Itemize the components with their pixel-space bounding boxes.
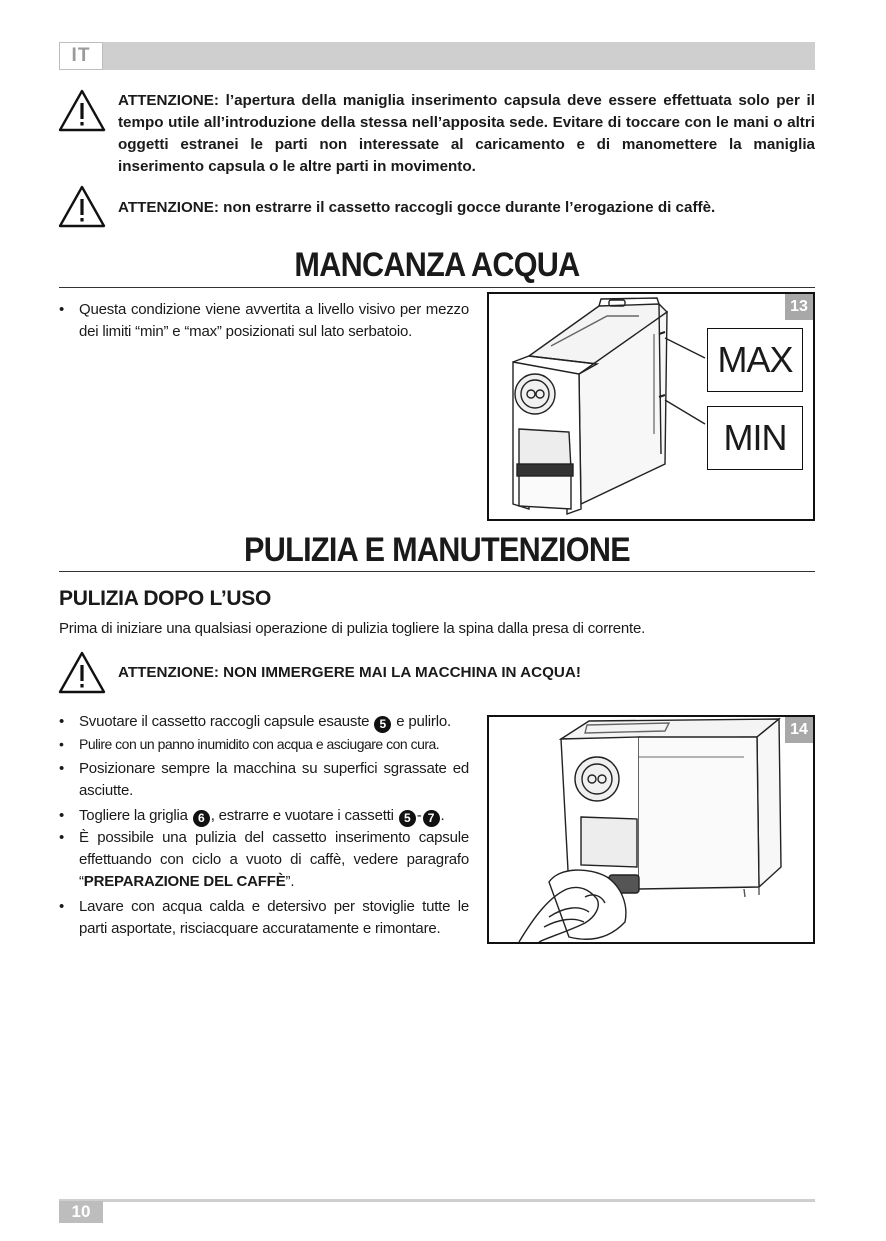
list-item: • Pulire con un panno inumidito con acqua e asciugare con cura.	[59, 733, 469, 755]
list-item: • Svuotare il cassetto raccogli capsule esauste 5 e pulirlo.	[59, 711, 469, 733]
warning-triangle-icon	[58, 184, 106, 228]
warning-drip-tray: ATTENZIONE: non estrarre il cassetto raccogli gocce durante l’erogazione di caffè.	[118, 199, 716, 216]
figure-number: 14	[785, 717, 813, 743]
figure-13	[487, 292, 815, 521]
footer-bar	[59, 1199, 815, 1202]
warning-no-immersion: ATTENZIONE: NON IMMERGERE MAI LA MACCHINA IN ACQUA!	[118, 664, 581, 681]
subsection-title: PULIZIA DOPO L’USO	[59, 587, 272, 610]
section-divider	[59, 287, 815, 288]
list-item: • Posizionare sempre la macchina su superfici sgrassate ed asciutte.	[59, 758, 469, 802]
warning-triangle-icon	[58, 88, 106, 132]
page-number: 10	[59, 1201, 103, 1223]
water-bullet-list	[59, 299, 469, 343]
cleaning-illustration	[489, 717, 813, 942]
max-label: MAX	[707, 328, 803, 392]
section-title-cleaning: PULIZIA E MANUTENZIONE	[244, 531, 630, 569]
warning-triangle-icon	[58, 650, 106, 694]
part-number-badge: 5	[399, 810, 416, 827]
list-item: • È possibile una pulizia del cassetto inserimento capsule effettuando con ciclo a vuoto di caffè, vedere paragrafo “PREPARAZIONE DEL CAFFÈ”.	[59, 827, 469, 893]
header-bar	[59, 42, 815, 70]
list-item: • Lavare con acqua calda e detersivo per stoviglie tutte le parti asportate, risciacquare accuratamente e rimontare.	[59, 896, 469, 940]
part-number-badge: 7	[423, 810, 440, 827]
part-number-badge: 6	[193, 810, 210, 827]
warning-capsule-handle: ATTENZIONE: l’apertura della maniglia inserimento capsula deve essere effettuata solo per il tempo utile all’introduzione della stessa nell’apposita sede. Evitare di toccare con le mani o altri oggetti estranei le parti non interessate al caricamento e di manomettere la maniglia inserimento capsula o le altre parti in movimento.	[118, 92, 815, 175]
list-item: • Questa condizione viene avvertita a livello visivo per mezzo dei limiti “min” e “max” posizionati sul lato serbatoio.	[59, 299, 469, 343]
figure-14	[487, 715, 815, 944]
min-label: MIN	[707, 406, 803, 470]
cleaning-bullet-list	[59, 711, 469, 940]
cleaning-intro: Prima di iniziare una qualsiasi operazione di pulizia togliere la spina dalla presa di corrente.	[59, 620, 646, 637]
section-divider	[59, 571, 815, 572]
language-tag: IT	[59, 42, 103, 70]
section-title-water: MANCANZA ACQUA	[294, 246, 580, 284]
figure-number: 13	[785, 294, 813, 320]
list-item: • Togliere la griglia 6 , estrarre e vuotare i cassetti 5 - 7 .	[59, 805, 469, 827]
part-number-badge: 5	[374, 716, 391, 733]
